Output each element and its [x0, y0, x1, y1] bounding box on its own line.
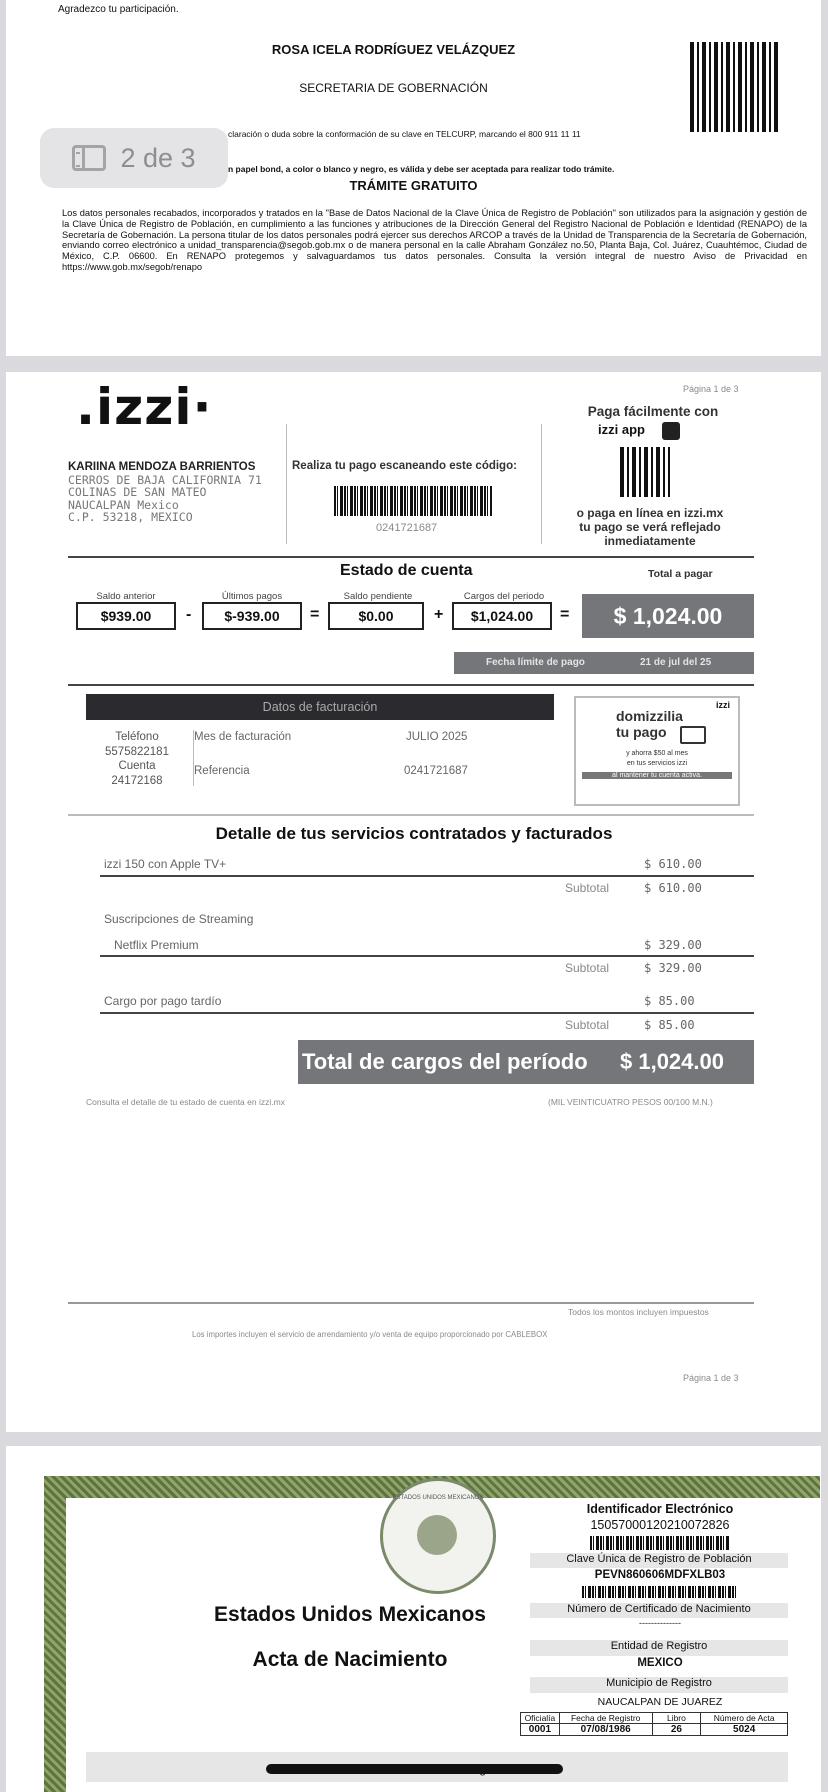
plus-sign: +	[434, 606, 444, 623]
registry-table	[520, 1712, 788, 1736]
divider	[68, 1302, 754, 1304]
last-payments-value: $-939.00	[202, 602, 302, 630]
free-procedure-title: TRÁMITE GRATUITO	[349, 178, 478, 193]
lease-note: Los importes incluyen el servicio de arrendamiento y/o venta de equipo proporcionado por CABLEBOX	[192, 1330, 548, 1339]
phone-label: Teléfono	[115, 731, 159, 743]
pay-online-line-2: tu pago se verá reflejado	[579, 520, 721, 534]
paper-validity-line: n papel bond, a color o blanco y negro, es válida y debe ser aceptada para realizar todo trámite.	[228, 164, 615, 174]
secretaria-label: SECRETARIA DE GOBERNACIÓN	[299, 81, 488, 95]
total-due-value: $ 1,024.00	[582, 594, 754, 638]
seal-text: ESTADOS UNIDOS MEXICANOS	[392, 1495, 484, 1501]
pay-easy-text: Paga fácilmente con	[587, 404, 719, 419]
equals-sign: =	[310, 606, 320, 623]
municipality-label: Municipio de Registro	[530, 1677, 788, 1693]
page-number-bottom: Página 1 de 3	[683, 1373, 739, 1383]
prev-balance-label: Saldo anterior	[96, 591, 156, 602]
table-cell: 5024	[701, 1724, 788, 1736]
payment-barcode	[334, 486, 492, 516]
divider	[100, 875, 754, 877]
promo-title-1: domizzilia	[616, 708, 683, 724]
grand-total-label: Total de cargos del período	[302, 1049, 588, 1074]
divider	[68, 684, 754, 686]
promo-text-3: al mantener tu cuenta activa.	[582, 772, 732, 779]
services-title: Detalle de tus servicios contratados y facturados	[215, 824, 613, 843]
customer-address	[68, 460, 262, 524]
grand-total-value: $ 1,024.00	[620, 1049, 724, 1074]
curp-value: PEVN860606MDFXLB03	[594, 1569, 726, 1581]
taxes-note: Todos los montos incluyen impuestos	[568, 1307, 709, 1317]
customer-name: KARIINA MENDOZA BARRIENTOS	[68, 461, 256, 473]
thanks-text: Agradezco tu participación.	[58, 4, 179, 15]
address-line-2: COLINAS DE SAN MATEO	[68, 485, 207, 499]
account-label: Cuenta	[118, 760, 156, 772]
billing-month: JULIO 2025	[406, 731, 468, 743]
address-line-3: NAUCALPAN Mexico	[68, 497, 179, 512]
streaming-section: Suscripciones de Streaming	[104, 912, 254, 926]
table-header: Número de Acta	[701, 1712, 788, 1724]
phone-account-block	[100, 730, 174, 788]
subtotal-value: $ 610.00	[644, 881, 702, 895]
period-charges-value: $1,024.00	[452, 602, 552, 630]
page-indicator-text: 2 de 3	[120, 142, 196, 173]
municipality-value: NAUCALPAN DE JUAREZ	[530, 1696, 790, 1708]
entity-label: Entidad de Registro	[530, 1640, 788, 1656]
grand-total-bar	[298, 1040, 754, 1084]
due-date-value: 21 de jul del 25	[640, 657, 712, 668]
service-amount: $ 85.00	[644, 994, 695, 1008]
table-header: Fecha de Registro	[560, 1712, 653, 1724]
page-indicator[interactable]	[40, 128, 228, 188]
reference-value: 0241721687	[404, 765, 468, 777]
card-icon	[680, 726, 706, 744]
divider	[68, 814, 754, 816]
table-cell: 0001	[520, 1724, 560, 1736]
address-line-4: C.P. 53218, MEXICO	[68, 510, 193, 524]
scan-label: Realiza tu pago escaneando este código:	[292, 460, 517, 472]
id-number: 15057000120210072826	[590, 1518, 730, 1532]
table-cell: 26	[653, 1724, 702, 1736]
prev-balance-value: $939.00	[76, 602, 176, 630]
service-amount: $ 610.00	[644, 857, 702, 871]
page-number-top: Página 1 de 3	[683, 384, 739, 394]
equals-sign-2: =	[560, 606, 570, 623]
last-payments-label: Últimos pagos	[221, 591, 283, 602]
table-header: Libro	[653, 1712, 702, 1724]
service-item: Netflix Premium	[114, 938, 199, 952]
billing-header: Datos de facturación	[86, 694, 554, 720]
due-date-bar	[454, 652, 754, 674]
eagle-emblem-icon	[417, 1515, 457, 1555]
subtotal-value: $ 85.00	[644, 1018, 695, 1032]
promo-brand: izzi	[716, 700, 731, 710]
address-line-1: CERROS DE BAJA CALIFORNIA 71	[68, 472, 262, 487]
direct-debit-promo[interactable]	[574, 696, 740, 806]
subtotal-value: $ 329.00	[644, 961, 702, 975]
promo-text-2: en tus servicios izzi	[626, 760, 688, 767]
divider	[68, 556, 754, 558]
table-cell: 07/08/1986	[560, 1724, 653, 1736]
barcode-number: 0241721687	[376, 522, 438, 534]
reference-label: Referencia	[194, 765, 250, 777]
period-charges-label: Cargos del periodo	[463, 591, 545, 602]
pending-balance-label: Saldo pendiente	[343, 591, 413, 602]
privacy-notice: Los datos personales recabados, incorporados y tratados en la "Base de Datos Nacional de la Clave Única de Registro de Población" son utilizados para la asignación y gestión de la Clave Única de Registro de Población, en cumplimiento a las funciones y atribuciones de la Dirección General del Registro Nacional de Población e Identidad (RENAPO) de la Secretaría de Gobernación. La persona titular de los datos personales podrá ejercer sus derechos ARCOP a través de la Unidad de Transparencia de la Secretaría de Gobernación, enviando correo electrónico a unidad_transparencia@segob.gob.mx o de manera personal en la calle Abraham González no.50, Planta Baja, Col. Juárez, Cuauhtémoc, Ciudad de México, C.P. 06600. En RENAPO protegemos y salvaguardamos tus datos personales. Consulta la versión integral de nuestro Aviso de Privacidad en https://www.gob.mx/segob/renapo	[62, 208, 807, 272]
id-title: Identificador Electrónico	[586, 1502, 734, 1516]
billing-month-label: Mes de facturación	[194, 731, 292, 743]
pending-balance-value: $0.00	[328, 602, 424, 630]
subtotal-label: Subtotal	[565, 881, 610, 895]
due-date-label: Fecha límite de pago	[486, 657, 585, 668]
promo-text-1: y ahorra $50 al mes	[626, 750, 688, 757]
telcurp-line: claración o duda sobre la conformación de su clave en TELCURP, marcando el 800 911 11 11	[228, 129, 581, 139]
promo-title-2: tu pago	[616, 724, 667, 740]
sidebar-icon	[72, 145, 106, 171]
payment-qr-code	[620, 447, 670, 497]
minus-sign: -	[186, 606, 192, 623]
account-number: 24172168	[111, 774, 163, 787]
consult-link[interactable]: Consulta el detalle de tu estado de cuenta en izzi.mx	[86, 1097, 285, 1107]
qr-code	[690, 42, 780, 132]
document-title: Acta de Nacimiento	[252, 1648, 448, 1671]
izzi-app-text: izzi app	[598, 422, 645, 437]
pay-online-text	[566, 506, 734, 548]
amount-in-words: (MIL VEINTICUATRO PESOS 00/100 M.N.)	[548, 1097, 713, 1107]
curp-label: Clave Única de Registro de Población	[530, 1553, 788, 1568]
service-item: izzi 150 con Apple TV+	[104, 857, 227, 871]
mexico-seal	[380, 1478, 496, 1594]
cert-number-label: Número de Certificado de Nacimiento	[530, 1603, 788, 1618]
subtotal-label: Subtotal	[565, 1018, 610, 1032]
divider	[100, 955, 754, 957]
table-header: Oficialía	[520, 1712, 560, 1724]
country-title: Estados Unidos Mexicanos	[214, 1603, 486, 1626]
izzi-logo: .izzi·	[76, 378, 213, 436]
phone-app-icon	[662, 422, 680, 440]
cert-number-value: --------------	[639, 1618, 681, 1628]
pay-online-line-1: o paga en línea en izzi.mx	[576, 506, 724, 520]
phone-number: 5575822181	[105, 745, 169, 758]
official-name: ROSA ICELA RODRÍGUEZ VELÁZQUEZ	[271, 42, 516, 57]
total-label: Total a pagar	[648, 568, 713, 580]
divider	[100, 1012, 754, 1014]
home-indicator[interactable]	[266, 1764, 563, 1774]
service-amount: $ 329.00	[644, 938, 702, 952]
entity-value: MEXICO	[530, 1657, 790, 1669]
subtotal-label: Subtotal	[565, 961, 610, 975]
id-barcode	[590, 1536, 730, 1550]
service-item: Cargo por pago tardío	[104, 994, 222, 1008]
curp-barcode	[582, 1586, 738, 1598]
statement-title: Estado de cuenta	[340, 562, 473, 579]
pay-online-line-3: inmediatamente	[604, 534, 696, 548]
